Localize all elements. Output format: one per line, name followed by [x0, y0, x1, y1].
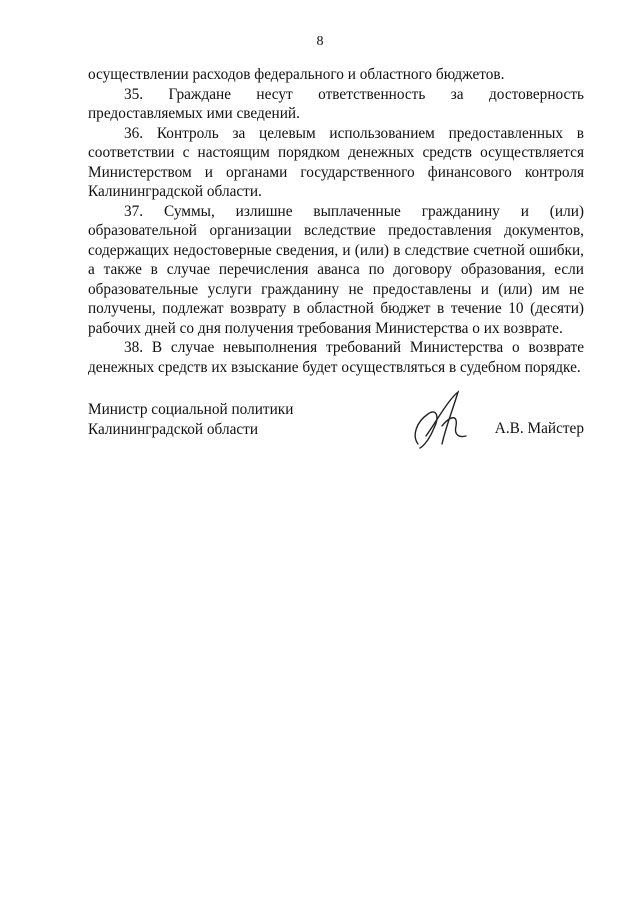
signatory-title	[88, 400, 293, 439]
signatory-title-line-2: Калининградской области	[88, 420, 259, 438]
paragraph-36: 36. Контроль за целевым использованием предоставленных в соответствии с настоящим порядком денежных средств осуществляется Министерством и органами государственного финансового контроля Калининградской области.	[88, 124, 584, 200]
page-number: 8	[316, 34, 324, 49]
signature-block	[88, 400, 584, 460]
paragraph-38: 38. В случае невыполнения требований Министерства о возврате денежных средств их взыскание будет осуществляться в судебном порядке.	[88, 339, 584, 376]
paragraph-continuation: осуществлении расходов федерального и областного бюджетов.	[88, 66, 505, 83]
handwritten-signature	[406, 386, 476, 458]
paragraph-35: 35. Граждане несут ответственность за достоверность предоставляемых ими сведений.	[88, 85, 584, 122]
signatory-title-line-1: Министр социальной политики	[88, 401, 294, 418]
paragraph-37: 37. Суммы, излишне выплаченные гражданину и (или) образовательной организации вследствие предоставления документов, содержащих недостоверные сведения, и (или) в следствие счетной ошибки, а также в случае перечисления аванса по договору образования, если образовательные услуги гражданину не предоставлены и (или) им не получены, подлежат возврату в областной бюджет в течение 10 (десяти) рабочих дней со дня получения требования Министерства о их возврате.	[88, 202, 584, 337]
signatory-name: А.В. Майстер	[494, 420, 584, 437]
body-text	[88, 65, 584, 377]
